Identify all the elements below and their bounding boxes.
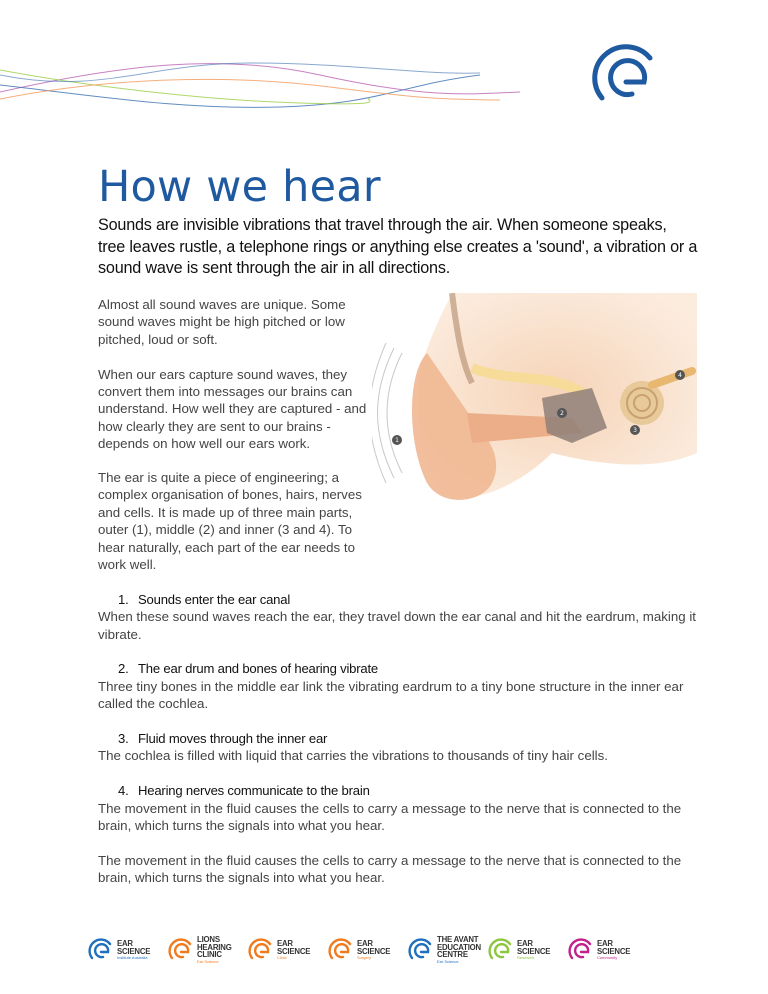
step-item: 4. Hearing nerves communicate to the brain The movement in the fluid causes the cells to carry a message to the nerve that is connected to the brain, which turns the signals into what you hear. (98, 782, 698, 834)
ear-science-logo-icon (590, 38, 660, 108)
lead-paragraph: Sounds are invisible vibrations that travel through the air. When someone speaks, tree leaves rustle, a telephone rings or anything else creates a 'sound', a vibration or a sound wave is sent through the air in all directions. (98, 216, 698, 277)
footer-logo-1: LIONS HEARING CLINIC Ear Science (168, 930, 248, 970)
e-logo-icon (328, 937, 354, 963)
e-logo-icon (88, 937, 114, 963)
step-text: Three tiny bones in the middle ear link the vibrating eardrum to a tiny bone structure in the inner ear called the cochlea. (98, 678, 684, 712)
steps-list (98, 591, 698, 835)
svg-text:2: 2 (560, 410, 564, 417)
svg-text:1: 1 (395, 437, 399, 444)
e-logo-icon (408, 937, 434, 963)
footer-logo-4: THE AVANT EDUCATION CENTRE Ear Science (408, 930, 488, 970)
step-item: 1. Sounds enter the ear canal When these sound waves reach the ear, they travel down the ear canal and hit the eardrum, making it vibrate. (98, 591, 698, 643)
step-heading: The ear drum and bones of hearing vibrate (138, 661, 379, 677)
footer-logo-0: EAR SCIENCE Institute Australia (88, 930, 168, 970)
footer-logo-6: EAR SCIENCE Community (568, 930, 648, 970)
svg-text:3: 3 (633, 427, 637, 434)
main-body (98, 469, 698, 887)
page-title: How we hear (98, 162, 381, 212)
step-text: When these sound waves reach the ear, they travel down the ear canal and hit the eardrum, making it vibrate. (98, 609, 696, 642)
footer-logo-2: EAR SCIENCE Clinic (248, 930, 328, 970)
header-wave-decoration (0, 55, 520, 115)
step-text: The movement in the fluid causes the cells to carry a message to the nerve that is connected to the brain, which turns the signals into what you hear. (98, 800, 682, 834)
e-logo-icon (168, 937, 194, 963)
intro-paragraph-1: Almost all sound waves are unique. Some sound waves might be high pitched or low pitched, loud or soft. (98, 297, 346, 347)
closing-paragraph: The movement in the fluid causes the cells to carry a message to the nerve that is connected to the brain, which turns the signals into what you hear. (98, 852, 682, 886)
step-heading: Fluid moves through the inner ear (138, 731, 328, 747)
intro-column (98, 296, 378, 470)
e-logo-icon (568, 937, 594, 963)
footer-logos (88, 930, 648, 970)
footer-logo-3: EAR SCIENCE Surgery (328, 930, 408, 970)
step-item: 2. The ear drum and bones of hearing vibrate Three tiny bones in the middle ear link the vibrating eardrum to a tiny bone structure in the inner ear called the cochlea. (98, 660, 698, 712)
intro-paragraph-2: When our ears capture sound waves, they convert them into messages our brains can understand. How well they are captured - and how clearly they are sent to our brains - depends on how well our ears work. (98, 366, 367, 452)
step-item: 3. Fluid moves through the inner ear The cochlea is filled with liquid that carries the vibrations to thousands of tiny hair cells. (98, 730, 698, 765)
step-text: The cochlea is filled with liquid that carries the vibrations to thousands of tiny hair cells. (98, 748, 608, 764)
footer-logo-5: EAR SCIENCE Research (488, 930, 568, 970)
intro-paragraph-3: The ear is quite a piece of engineering; a complex organisation of bones, hairs, nerves and cells. It is made up of three main parts, outer (1), middle (2) and inner (3 and 4). To hear naturally, each part of the ear needs to work well. (98, 470, 362, 573)
step-heading: Sounds enter the ear canal (138, 591, 291, 607)
svg-text:4: 4 (678, 372, 682, 379)
e-logo-icon (248, 937, 274, 963)
e-logo-icon (488, 937, 514, 963)
step-heading: Hearing nerves communicate to the brain (138, 783, 370, 799)
